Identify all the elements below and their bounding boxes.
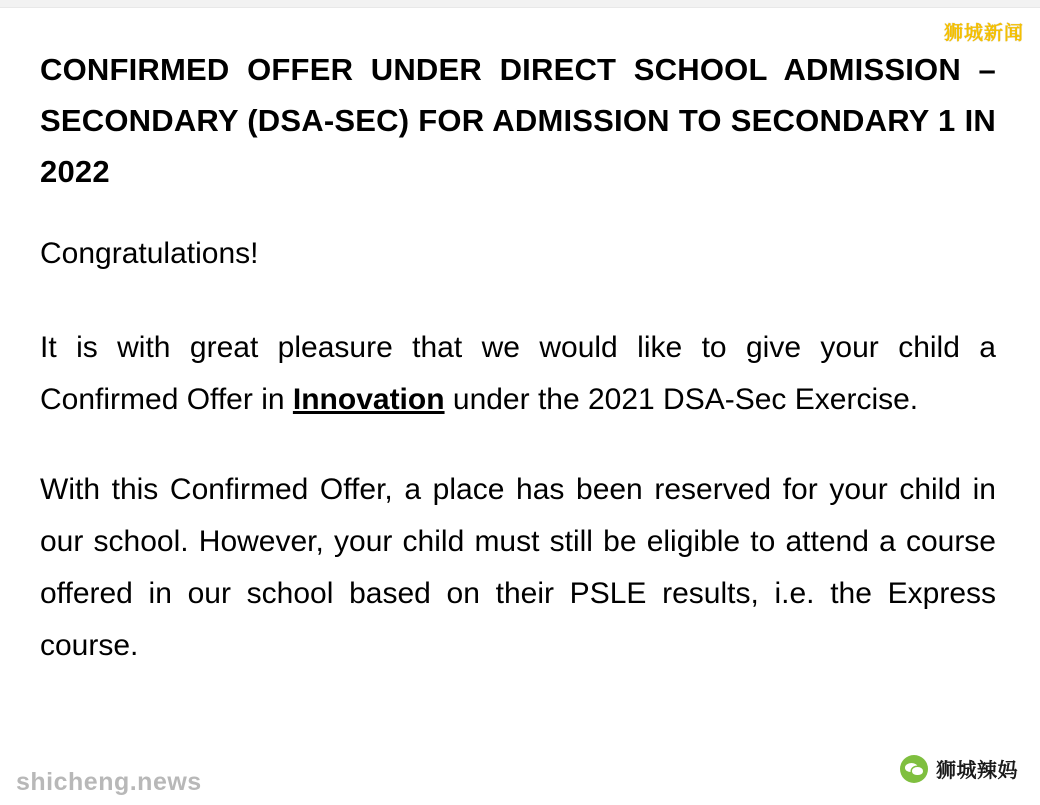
page-title: CONFIRMED OFFER UNDER DIRECT SCHOOL ADMISSION – SECONDARY (DSA-SEC) FOR ADMISSION TO SECONDARY 1 IN 2022 [40, 52, 996, 189]
offer-text-after: under the 2021 DSA-Sec Exercise. [444, 383, 919, 416]
offer-paragraph [40, 322, 996, 426]
wechat-icon [900, 755, 928, 783]
offer-talent-area: Innovation [292, 383, 445, 416]
reserved-place-paragraph: With this Confirmed Offer, a place has been reserved for your child in our school. However, your child must still be eligible to attend a course offered in our school based on their PSLE results, i.e. the Express course. [40, 473, 996, 662]
watermark-bottom-left: shicheng.news [16, 768, 202, 796]
greeting-paragraph: Congratulations! [40, 237, 259, 270]
watermark-top-right: 狮城新闻 [943, 23, 1024, 44]
wechat-account-name: 狮城辣妈 [936, 760, 1018, 782]
offer-text-before: It is with great pleasure that we would like to give your child a Confirmed Offer in [40, 331, 996, 416]
wechat-account-badge [900, 754, 1018, 783]
